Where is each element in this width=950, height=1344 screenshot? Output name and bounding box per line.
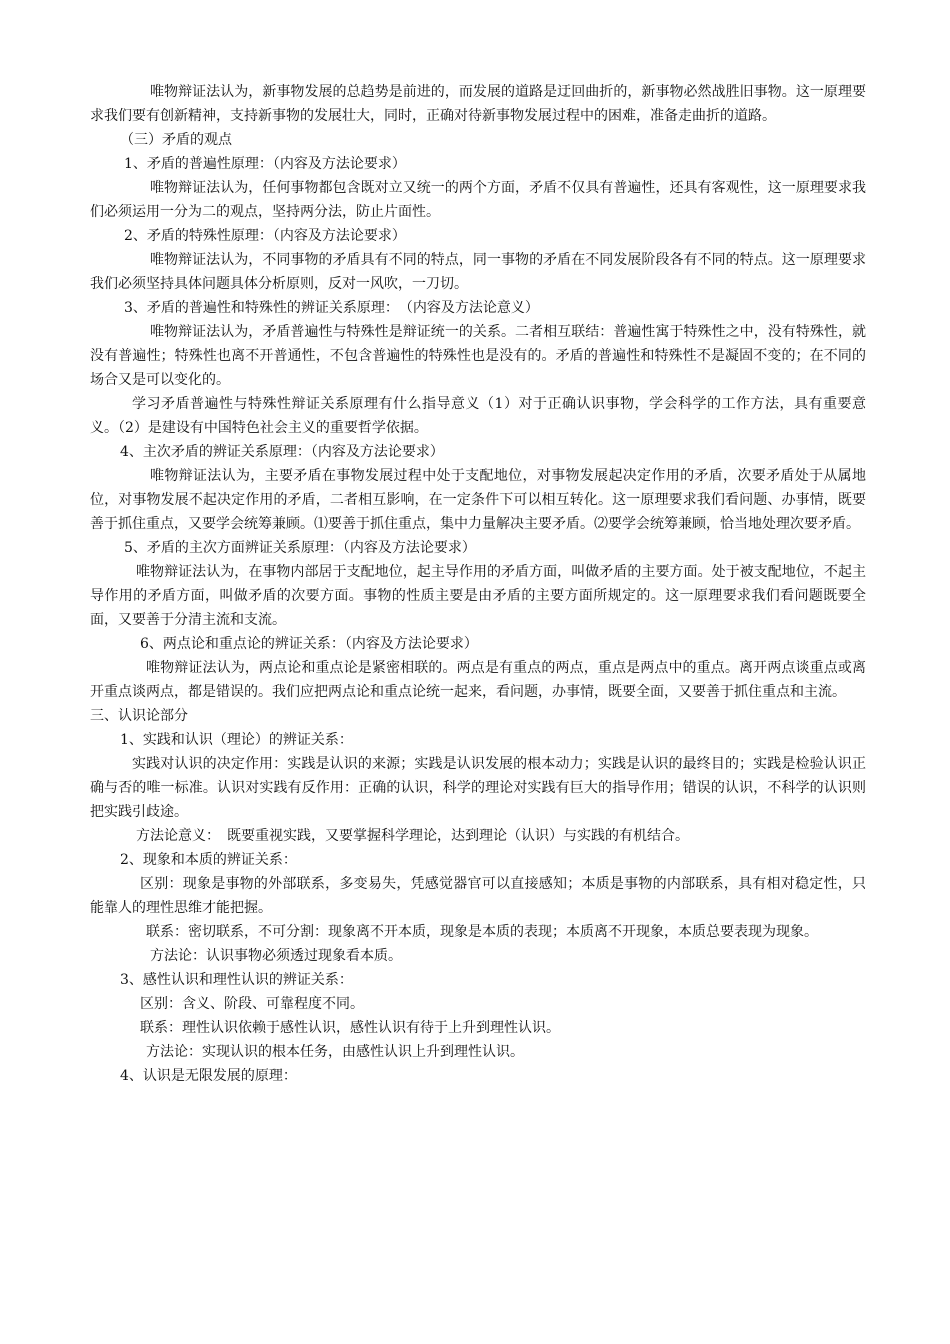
paragraph-methodology-practice: 方法论意义： 既要重视实践，又要掌握科学理论，达到理论（认识）与实践的有机结合。 <box>136 828 689 844</box>
subheading-universality-particularity: 3、矛盾的普遍性和特殊性的辨证关系原理： （内容及方法论意义） <box>124 300 539 316</box>
paragraph-phenomenon-connection: 联系：密切联系，不可分割：现象离不开本质，现象是本质的表现；本质离不开现象，本质总要表现为现象。 <box>146 924 818 940</box>
paragraph-perceptual-difference: 区别：含义、阶段、可靠程度不同。 <box>140 996 364 1012</box>
paragraph-two-points: 唯物辩证法认为，两点论和重点论是紧密相联的。两点是有重点的两点，重点是两点中的重点。离开两点谈重点或离开重点谈两点，都是错误的。我们应把两点论和重点论统一起来，看问题，办事情，既要全面，又要善于抓住重点和主流。 <box>90 660 866 700</box>
paragraph-perceptual-connection: 联系：理性认识依赖于感性认识，感性认识有待于上升到理性认识。 <box>140 1020 560 1036</box>
subheading-phenomenon-essence: 2、现象和本质的辨证关系： <box>120 852 297 868</box>
paragraph-principal-aspect: 唯物辩证法认为，在事物内部居于支配地位，起主导作用的矛盾方面，叫做矛盾的主要方面。处于被支配地位，不起主导作用的矛盾方面，叫做矛盾的次要方面。事物的性质主要是由矛盾的主要方面所规定的。这一原理要求我们看问题既要全面，又要善于分清主流和支流。 <box>90 564 866 628</box>
paragraph-universality: 唯物辩证法认为，任何事物都包含既对立又统一的两个方面，矛盾不仅具有普遍性，还具有客观性，这一原理要求我们必须运用一分为二的观点，坚持两分法，防止片面性。 <box>90 180 866 220</box>
subheading-particularity: 2、矛盾的特殊性原理：（内容及方法论要求） <box>124 228 406 244</box>
paragraph-guidance-significance: 学习矛盾普遍性与特殊性辩证关系原理有什么指导意义（1）对于正确认识事物，学会科学的工作方法，具有重要意义。（2）是建设有中国特色社会主义的重要哲学依据。 <box>90 396 866 436</box>
subheading-principal-aspect: 5、矛盾的主次方面辨证关系原理：（内容及方法论要求） <box>124 540 476 556</box>
subheading-principal-contradiction: 4、主次矛盾的辨证关系原理：（内容及方法论要求） <box>120 444 444 460</box>
subheading-two-points: 6、两点论和重点论的辨证关系：（内容及方法论要求） <box>140 636 478 652</box>
paragraph-phenomenon-methodology: 方法论：认识事物必须透过现象看本质。 <box>150 948 402 964</box>
paragraph-particularity: 唯物辩证法认为，不同事物的矛盾具有不同的特点，同一事物的矛盾在不同发展阶段各有不同的特点。这一原理要求我们必须坚持具体问题具体分析原则，反对一风吹，一刀切。 <box>90 252 866 292</box>
subheading-infinite-development: 4、认识是无限发展的原理： <box>120 1068 297 1084</box>
subheading-perceptual-rational: 3、感性认识和理性认识的辨证关系： <box>120 972 353 988</box>
section-heading-contradiction: （三）矛盾的观点 <box>120 132 232 148</box>
paragraph-new-things: 唯物辩证法认为，新事物发展的总趋势是前进的，而发展的道路是迂回曲折的，新事物必然战胜旧事物。这一原理要求我们要有创新精神，支持新事物的发展壮大，同时，正确对待新事物发展过程中的困难，准备走曲折的道路。 <box>90 84 866 124</box>
paragraph-perceptual-methodology: 方法论：实现认识的根本任务，由感性认识上升到理性认识。 <box>146 1044 524 1060</box>
section-heading-epistemology: 三、认识论部分 <box>90 708 188 724</box>
subheading-universality: 1、矛盾的普遍性原理：（内容及方法论要求） <box>124 156 406 172</box>
document-body <box>90 80 866 1088</box>
paragraph-principal-contradiction: 唯物辩证法认为，主要矛盾在事物发展过程中处于支配地位，对事物发展起决定作用的矛盾，次要矛盾处于从属地位，对事物发展不起决定作用的矛盾，二者相互影响，在一定条件下可以相互转化。这一原理要求我们看问题、办事情，既要善于抓住重点，又要学会统筹兼顾。⑴要善于抓住重点，集中力量解决主要矛盾。⑵要学会统筹兼顾，恰当地处理次要矛盾。 <box>90 468 866 532</box>
paragraph-practice-cognition: 实践对认识的决定作用：实践是认识的来源；实践是认识发展的根本动力；实践是认识的最终目的；实践是检验认识正确与否的唯一标准。认识对实践有反作用：正确的认识，科学的理论对实践有巨大的指导作用；错误的认识，不科学的认识则把实践引歧途。 <box>90 756 866 820</box>
paragraph-phenomenon-difference: 区别：现象是事物的外部联系，多变易失，凭感觉器官可以直接感知；本质是事物的内部联系，具有相对稳定性，只能靠人的理性思维才能把握。 <box>90 876 866 916</box>
subheading-practice-cognition: 1、实践和认识（理论）的辨证关系： <box>120 732 353 748</box>
paragraph-universality-particularity: 唯物辩证法认为，矛盾普遍性与特殊性是辩证统一的关系。二者相互联结：普遍性寓于特殊性之中，没有特殊性，就没有普遍性；特殊性也离不开普通性，不包含普遍性的特殊性也是没有的。矛盾的普遍性和特殊性不是凝固不变的；在不同的场合又是可以变化的。 <box>90 324 866 388</box>
